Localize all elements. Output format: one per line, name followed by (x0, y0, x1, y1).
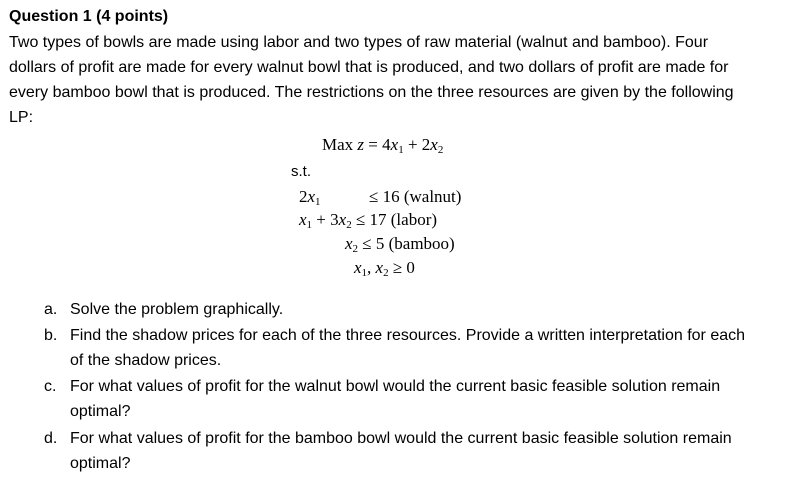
question-text: For what values of profit for the walnut bowl would the current basic feasible solution remain optimal? (70, 378, 721, 420)
question-text: Solve the problem graphically. (70, 301, 284, 318)
lp-constraint-bamboo: $x_2 \le 5$ (bamboo) (345, 234, 455, 255)
question-title: Question 1 (4 points) (9, 8, 169, 25)
lp-objective: Max $z = 4x_1 + 2x_2$ (322, 135, 444, 156)
lp-nonnegativity: $x_1$, $x_2 \ge 0$ (354, 258, 415, 279)
intro-line: dollars of profit are made for every walnut bowl that is produced, and two dollars of profit are made for (9, 59, 729, 76)
lp-constraint-walnut: $2x_1$ (299, 187, 321, 208)
question-letter: a. (44, 301, 58, 318)
lp-subject-to-label: s.t. (291, 163, 312, 180)
question-text: For what values of profit for the bamboo bowl would the current basic feasible solution remain optimal? (70, 430, 732, 472)
question-letter: b. (44, 327, 58, 344)
question-letter: d. (44, 430, 58, 447)
intro-line: LP: (9, 109, 34, 126)
lp-constraint-labor: $x_1 + 3x_2 \le 17$ (labor) (299, 210, 438, 231)
problem-intro (9, 30, 794, 130)
lp-constraint-walnut-rhs: ≤ 16 (walnut) (369, 187, 462, 206)
intro-line: Two types of bowls are made using labor and two types of raw material (walnut and bamboo). Four (9, 34, 709, 51)
intro-line: every bamboo bowl that is produced. The restrictions on the three resources are given by the following (9, 84, 734, 101)
question-letter: c. (44, 378, 57, 395)
question-text: Find the shadow prices for each of the three resources. Provide a written interpretation for each of the shadow prices. (70, 327, 746, 369)
